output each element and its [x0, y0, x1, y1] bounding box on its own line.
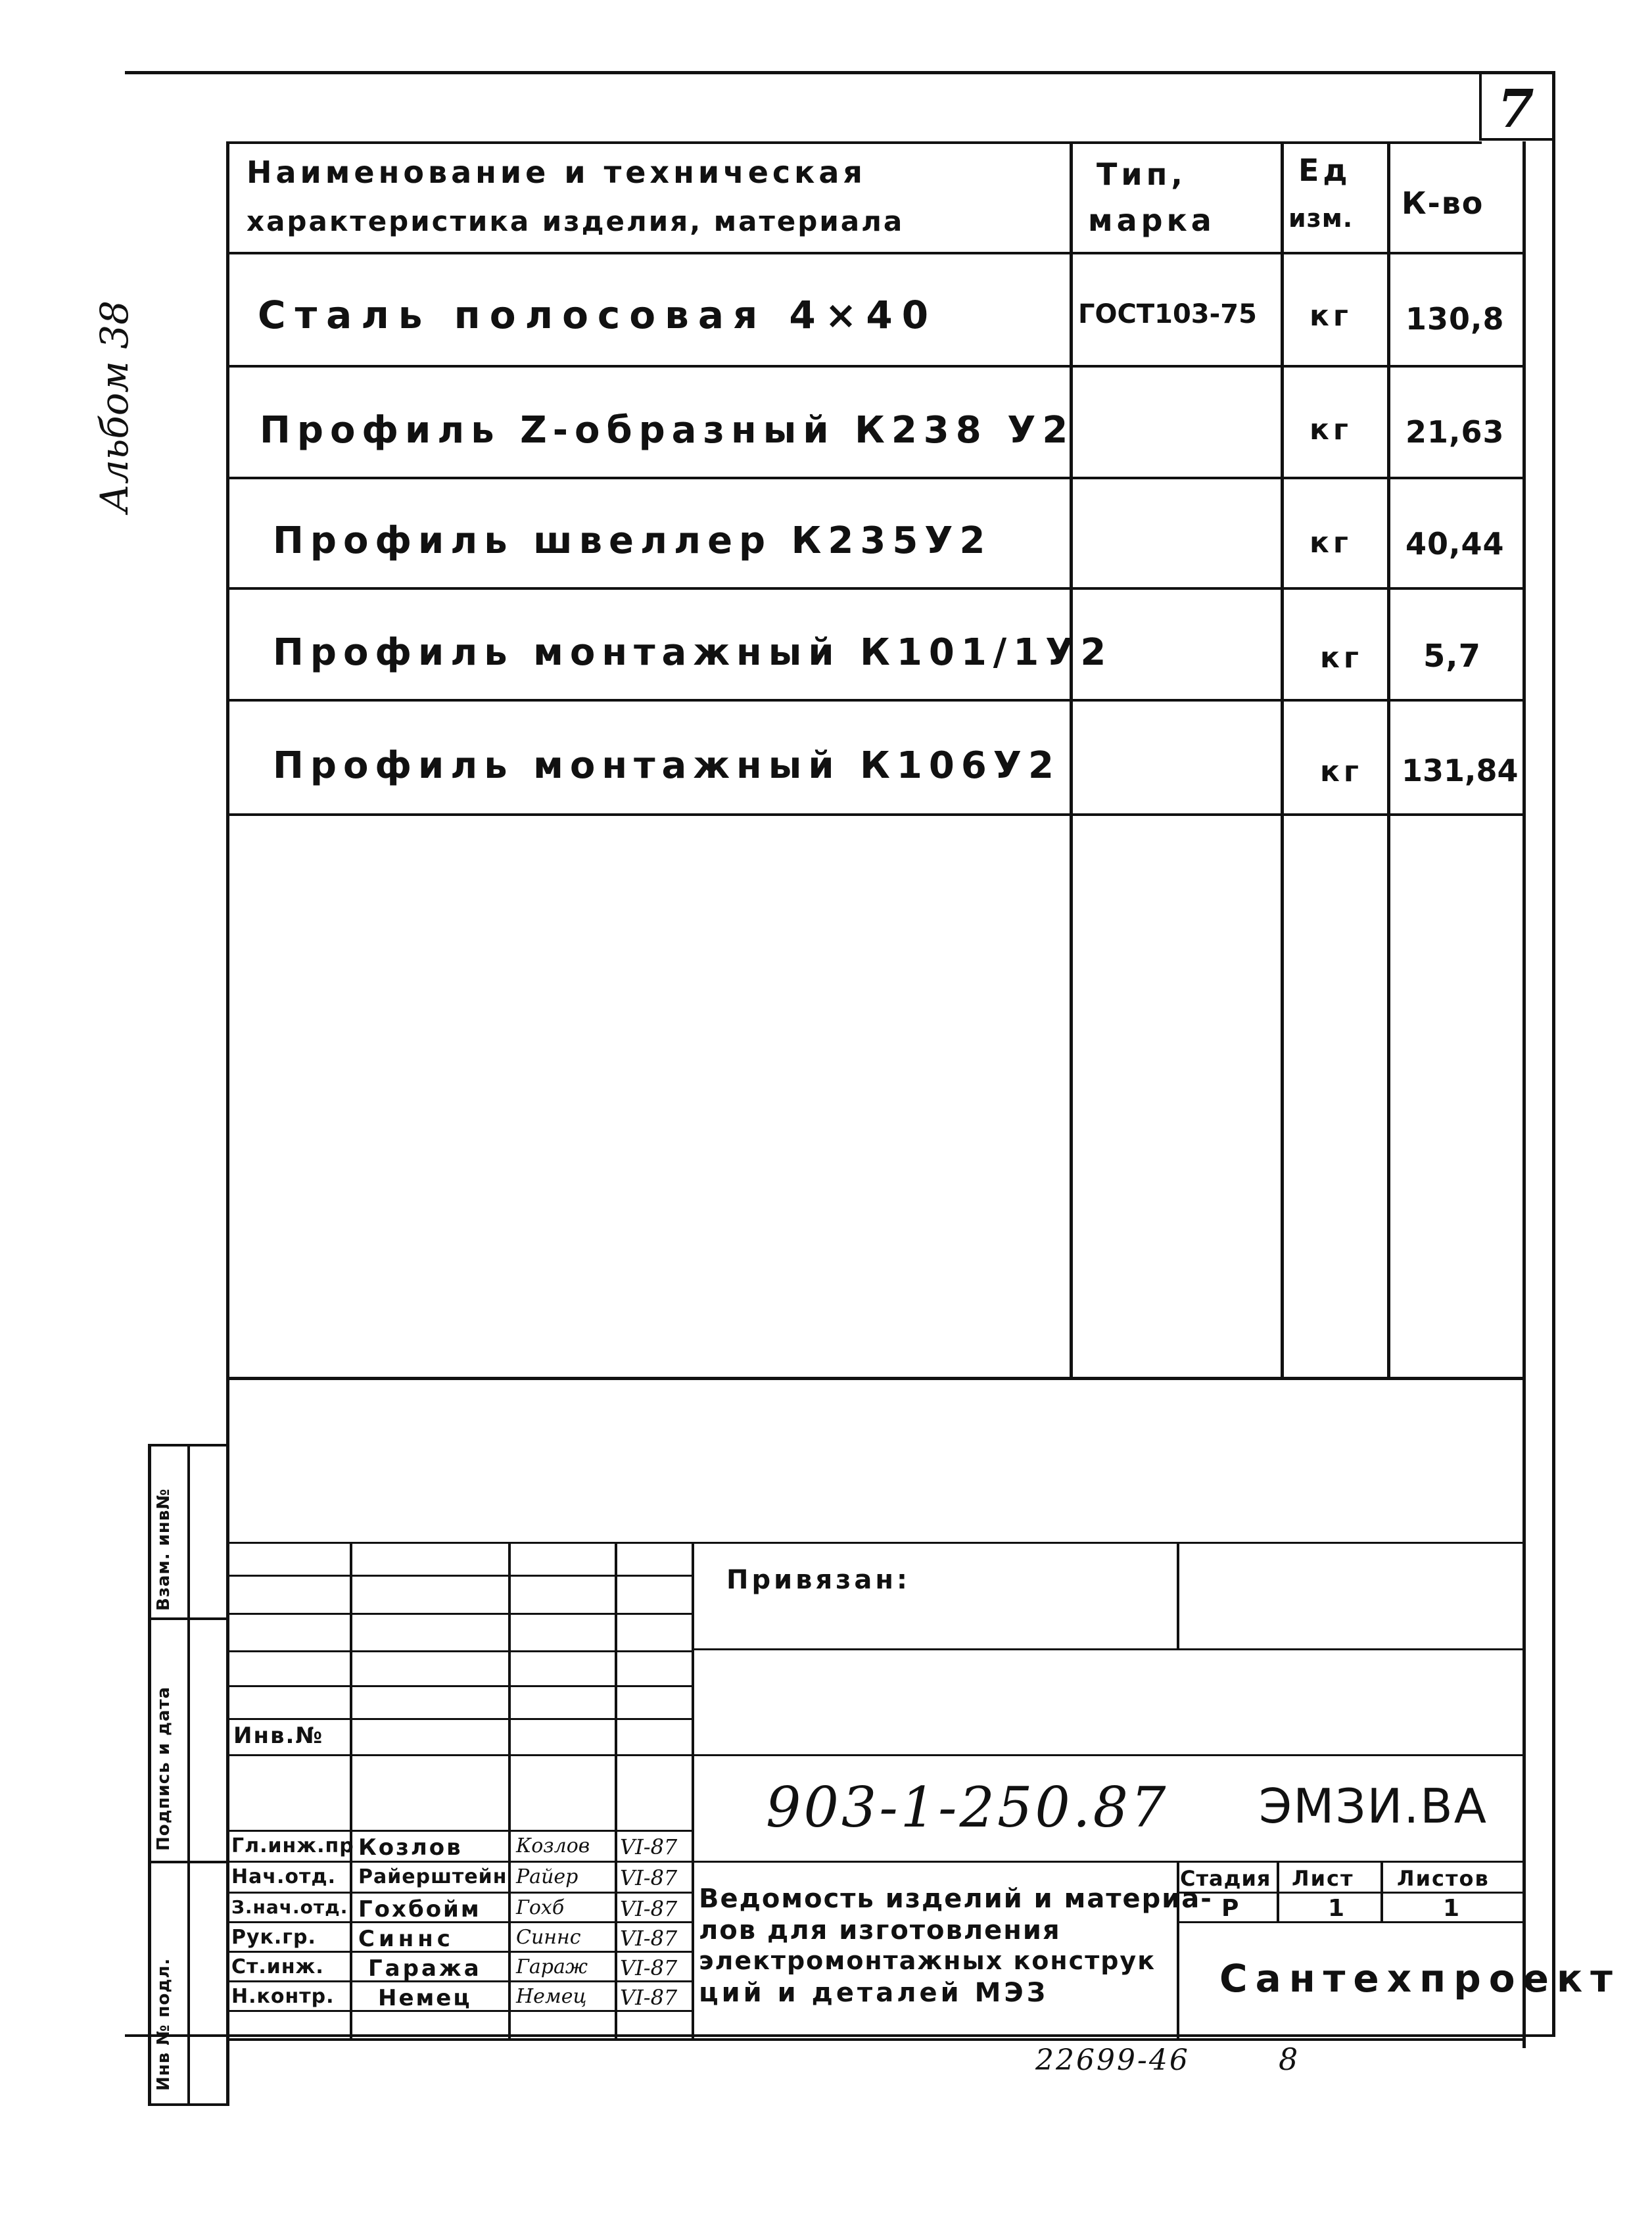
- tb-row-9: [226, 1892, 694, 1894]
- row-4-qty: 5,7: [1423, 638, 1482, 675]
- side-strip-sep-2: [148, 1861, 228, 1863]
- person-name: Гохбойм: [358, 1896, 481, 1923]
- person-date: VI-87: [620, 1985, 678, 2010]
- header-qty: К-во: [1402, 185, 1484, 221]
- person-signature: Гараж: [516, 1955, 588, 1978]
- col-sep-unit: [1281, 141, 1284, 1379]
- stage-label: Стадия: [1180, 1866, 1271, 1891]
- row-3-unit: кг: [1310, 526, 1352, 560]
- tb-col-sign: [615, 1542, 617, 2040]
- tb-row-7: [226, 1830, 694, 1832]
- row-3-qty: 40,44: [1405, 526, 1505, 562]
- person-name: Синнс: [358, 1926, 454, 1952]
- tb-row-6: [226, 1754, 694, 1756]
- tb-row-1: [226, 1575, 694, 1577]
- privyazan-label: Привязан:: [726, 1565, 910, 1595]
- row-sep-header: [226, 252, 1524, 254]
- table-left: [226, 141, 229, 2106]
- person-role: Гл.инж.пр: [231, 1834, 354, 1857]
- person-date: VI-87: [620, 1834, 678, 1859]
- person-signature: Гохб: [516, 1896, 565, 1919]
- col-sep-type: [1070, 141, 1073, 1379]
- header-unit-line1: Ед: [1298, 153, 1352, 188]
- row-1-name: Сталь полосовая 4×40: [258, 293, 938, 337]
- sheet-value: 1: [1328, 1895, 1349, 1922]
- row-sep-2: [226, 477, 1524, 479]
- sheet-label: Лист: [1292, 1866, 1354, 1891]
- person-role: Н.контр.: [231, 1985, 335, 2008]
- header-type-line1: Тип,: [1097, 156, 1187, 192]
- side-label-podpis-data: Подпись и дата: [154, 1686, 174, 1851]
- tb-stage-col-1: [1277, 1861, 1279, 1923]
- tb-row-8: [226, 1861, 694, 1863]
- tb-stage-col-2: [1381, 1861, 1383, 1923]
- row-sep-1: [226, 365, 1524, 368]
- side-label-vzam-inv: Взам. инв№: [154, 1488, 174, 1611]
- page-number: 7: [1498, 78, 1534, 139]
- row-3-name: Профиль швеллер К235У2: [273, 519, 992, 562]
- row-2-qty: 21,63: [1405, 414, 1505, 450]
- tb-row-3: [226, 1650, 694, 1652]
- archive-number: 22699-46: [1035, 2044, 1190, 2077]
- row-1-type: ГОСТ103-75: [1078, 299, 1257, 329]
- person-role: Ст.инж.: [231, 1955, 324, 1978]
- person-date: VI-87: [620, 1955, 678, 1980]
- tb-bottom-right: [692, 2038, 1524, 2041]
- row-sep-5: [226, 813, 1524, 816]
- header-type-line2: марка: [1088, 203, 1215, 238]
- stage-value: Р: [1221, 1895, 1243, 1922]
- row-2-unit: кг: [1310, 413, 1352, 446]
- description-line-4: ций и деталей МЭЗ: [699, 1978, 1049, 2008]
- description-line-1: Ведомость изделий и материа-: [699, 1884, 1213, 1914]
- tb-bottom-left: [226, 2038, 694, 2041]
- tb-top-left: [226, 1542, 694, 1544]
- row-4-name: Профиль монтажный К101/1У2: [273, 631, 1113, 674]
- right-frame: [1552, 71, 1555, 2037]
- side-strip-left: [148, 1444, 151, 2106]
- tb-col-role: [350, 1542, 352, 2040]
- tb-stage-row: [1177, 1892, 1524, 1894]
- tb-row-5: [226, 1718, 694, 1720]
- table-right: [1522, 141, 1526, 2048]
- tb-col-name: [508, 1542, 511, 2040]
- row-4-unit: кг: [1320, 641, 1363, 675]
- person-date: VI-87: [620, 1865, 678, 1890]
- person-date: VI-87: [620, 1896, 678, 1921]
- side-label-inv-podl: Инв № подл.: [154, 1957, 174, 2091]
- page-box-left: [1479, 72, 1482, 141]
- side-strip-inner: [187, 1444, 190, 2106]
- top-rule: [125, 71, 1555, 74]
- table-bottom: [226, 1377, 1524, 1380]
- sheets-label: Листов: [1397, 1866, 1490, 1891]
- person-role: З.нач.отд.: [231, 1896, 348, 1918]
- row-5-name: Профиль монтажный К106У2: [273, 744, 1060, 787]
- person-signature: Синнс: [516, 1926, 581, 1949]
- organization: Сантехпроект: [1219, 1956, 1620, 2001]
- person-name: Гаража: [368, 1955, 482, 1982]
- side-strip-sep-1: [148, 1617, 228, 1620]
- row-5-qty: 131,84: [1402, 753, 1519, 788]
- tb-top-right: [692, 1542, 1524, 1544]
- inv-no-label: Инв.№: [233, 1723, 324, 1749]
- row-sep-3: [226, 587, 1524, 590]
- table-top: [226, 141, 1482, 144]
- header-name-line1: Наименование и техническая: [247, 155, 866, 190]
- tb-col-date: [692, 1542, 694, 2040]
- person-date: VI-87: [620, 1926, 678, 1951]
- tb-right-row-1: [692, 1648, 1524, 1650]
- tb-privyazan-sep: [1177, 1542, 1179, 1650]
- tb-right-row-2: [692, 1754, 1524, 1756]
- person-signature: Козлов: [516, 1834, 590, 1857]
- tb-row-2: [226, 1613, 694, 1615]
- description-line-3: электромонтажных конструк: [699, 1946, 1156, 1975]
- col-sep-qty: [1387, 141, 1390, 1379]
- row-sep-4: [226, 699, 1524, 702]
- row-1-qty: 130,8: [1405, 301, 1505, 337]
- row-5-unit: кг: [1320, 755, 1363, 788]
- header-name-line2: характеристика изделия, материала: [247, 205, 905, 237]
- doc-code: 903-1-250.87: [766, 1775, 1169, 1840]
- row-1-unit: кг: [1310, 299, 1352, 333]
- person-signature: Райер: [516, 1865, 578, 1888]
- sheets-value: 1: [1443, 1895, 1464, 1922]
- header-unit-line2: изм.: [1288, 204, 1354, 233]
- person-name: Козлов: [358, 1834, 463, 1861]
- doc-suffix: ЭМЗИ.ВА: [1259, 1779, 1488, 1834]
- tb-row-4: [226, 1685, 694, 1687]
- footer-page: 8: [1279, 2042, 1298, 2077]
- tb-right-row-3: [692, 1861, 1524, 1863]
- person-signature: Немец: [516, 1985, 587, 2008]
- album-label: Альбом 38: [92, 300, 137, 513]
- person-role: Нач.отд.: [231, 1865, 336, 1888]
- bottom-rule: [125, 2034, 1555, 2037]
- tb-row-11: [226, 1951, 694, 1953]
- description-line-2: лов для изготовления: [699, 1915, 1061, 1946]
- person-name: Немец: [378, 1985, 472, 2011]
- person-name: Райерштейн: [358, 1865, 507, 1888]
- row-2-name: Профиль Z-образный К238 У2: [260, 409, 1075, 452]
- person-role: Рук.гр.: [231, 1926, 316, 1949]
